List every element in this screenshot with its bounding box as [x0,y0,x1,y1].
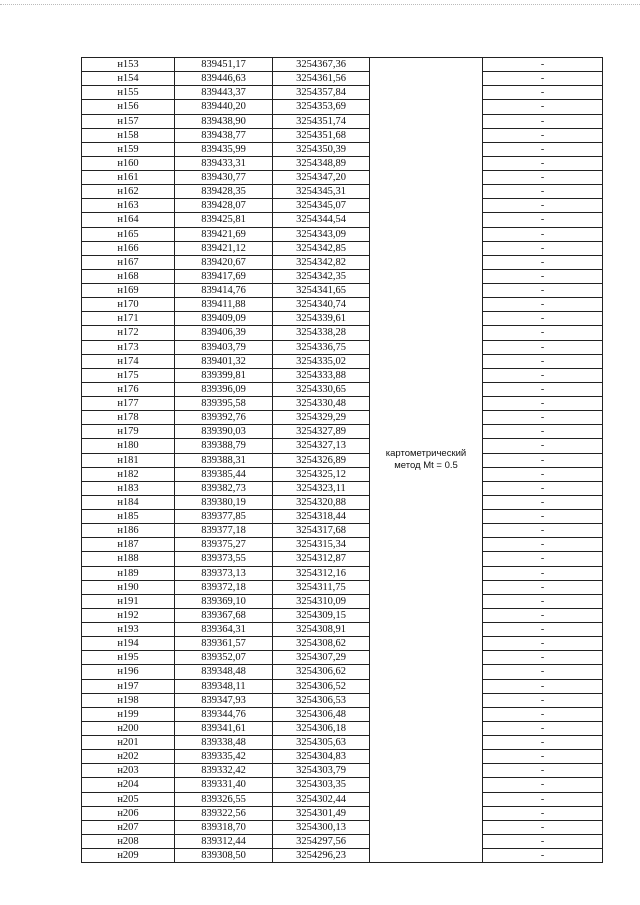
point-name-cell: н168 [82,269,175,283]
extra-cell: - [483,227,603,241]
x-coordinate-cell: 839338,48 [175,736,273,750]
extra-cell: - [483,608,603,622]
x-coordinate-cell: 839395,58 [175,397,273,411]
y-coordinate-cell: 3254339,61 [273,312,370,326]
x-coordinate-cell: 839332,42 [175,764,273,778]
table-row [82,199,603,213]
point-name-cell: н207 [82,820,175,834]
table-row [82,736,603,750]
page-top-rule [0,4,640,6]
x-coordinate-cell: 839335,42 [175,750,273,764]
y-coordinate-cell: 3254345,31 [273,185,370,199]
x-coordinate-cell: 839322,56 [175,806,273,820]
point-name-cell: н206 [82,806,175,820]
table-row [82,566,603,580]
extra-cell: - [483,707,603,721]
point-name-cell: н191 [82,594,175,608]
extra-cell: - [483,382,603,396]
y-coordinate-cell: 3254351,74 [273,114,370,128]
y-coordinate-cell: 3254329,29 [273,411,370,425]
table-row [82,467,603,481]
table-row [82,100,603,114]
x-coordinate-cell: 839367,68 [175,608,273,622]
x-coordinate-cell: 839341,61 [175,721,273,735]
y-coordinate-cell: 3254344,54 [273,213,370,227]
x-coordinate-cell: 839382,73 [175,481,273,495]
x-coordinate-cell: 839409,09 [175,312,273,326]
x-coordinate-cell: 839406,39 [175,326,273,340]
table-row [82,453,603,467]
point-name-cell: н190 [82,580,175,594]
point-name-cell: н202 [82,750,175,764]
x-coordinate-cell: 839433,31 [175,156,273,170]
point-name-cell: н156 [82,100,175,114]
y-coordinate-cell: 3254367,36 [273,58,370,72]
y-coordinate-cell: 3254326,89 [273,453,370,467]
coordinates-table [81,57,603,863]
point-name-cell: н167 [82,255,175,269]
table-row [82,411,603,425]
x-coordinate-cell: 839380,19 [175,495,273,509]
extra-cell: - [483,651,603,665]
x-coordinate-cell: 839401,32 [175,354,273,368]
method-cell [370,58,483,863]
point-name-cell: н179 [82,425,175,439]
extra-cell: - [483,72,603,86]
y-coordinate-cell: 3254302,44 [273,792,370,806]
table-row [82,58,603,72]
table-row [82,538,603,552]
point-name-cell: н162 [82,185,175,199]
y-coordinate-cell: 3254342,82 [273,255,370,269]
extra-cell: - [483,792,603,806]
extra-cell: - [483,354,603,368]
y-coordinate-cell: 3254350,39 [273,142,370,156]
y-coordinate-cell: 3254304,83 [273,750,370,764]
extra-cell: - [483,778,603,792]
method-line-2: метод Mt = 0.5 [394,460,458,472]
point-name-cell: н163 [82,199,175,213]
y-coordinate-cell: 3254303,35 [273,778,370,792]
extra-cell: - [483,453,603,467]
point-name-cell: н198 [82,693,175,707]
table-row [82,834,603,848]
x-coordinate-cell: 839348,11 [175,679,273,693]
table-row [82,255,603,269]
extra-cell: - [483,849,603,863]
y-coordinate-cell: 3254306,48 [273,707,370,721]
table-row [82,820,603,834]
extra-cell: - [483,269,603,283]
point-name-cell: н169 [82,284,175,298]
x-coordinate-cell: 839326,55 [175,792,273,806]
table-row [82,651,603,665]
x-coordinate-cell: 839373,55 [175,552,273,566]
point-name-cell: н175 [82,368,175,382]
x-coordinate-cell: 839375,27 [175,538,273,552]
x-coordinate-cell: 839435,99 [175,142,273,156]
point-name-cell: н204 [82,778,175,792]
y-coordinate-cell: 3254296,23 [273,849,370,863]
extra-cell: - [483,580,603,594]
point-name-cell: н180 [82,439,175,453]
table-row [82,368,603,382]
extra-cell: - [483,298,603,312]
table-row [82,524,603,538]
point-name-cell: н194 [82,637,175,651]
extra-cell: - [483,566,603,580]
table-row [82,128,603,142]
extra-cell: - [483,86,603,100]
point-name-cell: н181 [82,453,175,467]
point-name-cell: н157 [82,114,175,128]
y-coordinate-cell: 3254357,84 [273,86,370,100]
x-coordinate-cell: 839451,17 [175,58,273,72]
y-coordinate-cell: 3254342,85 [273,241,370,255]
x-coordinate-cell: 839373,13 [175,566,273,580]
y-coordinate-cell: 3254311,75 [273,580,370,594]
x-coordinate-cell: 839385,44 [175,467,273,481]
point-name-cell: н174 [82,354,175,368]
extra-cell: - [483,326,603,340]
table-row [82,425,603,439]
y-coordinate-cell: 3254303,79 [273,764,370,778]
point-name-cell: н155 [82,86,175,100]
point-name-cell: н209 [82,849,175,863]
y-coordinate-cell: 3254297,56 [273,834,370,848]
y-coordinate-cell: 3254306,52 [273,679,370,693]
point-name-cell: н159 [82,142,175,156]
y-coordinate-cell: 3254306,62 [273,665,370,679]
extra-cell: - [483,495,603,509]
x-coordinate-cell: 839352,07 [175,651,273,665]
extra-cell: - [483,538,603,552]
table-row [82,721,603,735]
y-coordinate-cell: 3254317,68 [273,524,370,538]
extra-cell: - [483,171,603,185]
table-row [82,792,603,806]
extra-cell: - [483,679,603,693]
point-name-cell: н208 [82,834,175,848]
x-coordinate-cell: 839438,90 [175,114,273,128]
table-row [82,580,603,594]
table-row [82,806,603,820]
point-name-cell: н154 [82,72,175,86]
point-name-cell: н199 [82,707,175,721]
point-name-cell: н161 [82,171,175,185]
y-coordinate-cell: 3254310,09 [273,594,370,608]
x-coordinate-cell: 839388,31 [175,453,273,467]
point-name-cell: н158 [82,128,175,142]
extra-cell: - [483,693,603,707]
extra-cell: - [483,185,603,199]
y-coordinate-cell: 3254327,89 [273,425,370,439]
table-row [82,679,603,693]
table-row [82,72,603,86]
point-name-cell: н176 [82,382,175,396]
y-coordinate-cell: 3254333,88 [273,368,370,382]
x-coordinate-cell: 839446,63 [175,72,273,86]
coordinates-table-body [82,58,603,863]
y-coordinate-cell: 3254327,13 [273,439,370,453]
table-row [82,510,603,524]
y-coordinate-cell: 3254330,65 [273,382,370,396]
y-coordinate-cell: 3254340,74 [273,298,370,312]
table-row [82,623,603,637]
extra-cell: - [483,128,603,142]
x-coordinate-cell: 839428,07 [175,199,273,213]
point-name-cell: н187 [82,538,175,552]
extra-cell: - [483,481,603,495]
extra-cell: - [483,255,603,269]
table-row [82,86,603,100]
y-coordinate-cell: 3254307,29 [273,651,370,665]
table-row [82,665,603,679]
table-row [82,439,603,453]
table-row [82,156,603,170]
extra-cell: - [483,241,603,255]
y-coordinate-cell: 3254320,88 [273,495,370,509]
y-coordinate-cell: 3254315,34 [273,538,370,552]
x-coordinate-cell: 839420,67 [175,255,273,269]
y-coordinate-cell: 3254325,12 [273,467,370,481]
y-coordinate-cell: 3254312,16 [273,566,370,580]
table-row [82,340,603,354]
extra-cell: - [483,750,603,764]
extra-cell: - [483,764,603,778]
point-name-cell: н166 [82,241,175,255]
table-row [82,213,603,227]
point-name-cell: н197 [82,679,175,693]
extra-cell: - [483,411,603,425]
y-coordinate-cell: 3254347,20 [273,171,370,185]
x-coordinate-cell: 839430,77 [175,171,273,185]
point-name-cell: н177 [82,397,175,411]
table-row [82,298,603,312]
table-row [82,608,603,622]
extra-cell: - [483,397,603,411]
point-name-cell: н170 [82,298,175,312]
table-row [82,382,603,396]
x-coordinate-cell: 839369,10 [175,594,273,608]
table-row [82,171,603,185]
point-name-cell: н183 [82,481,175,495]
x-coordinate-cell: 839399,81 [175,368,273,382]
table-row [82,114,603,128]
point-name-cell: н160 [82,156,175,170]
y-coordinate-cell: 3254361,56 [273,72,370,86]
x-coordinate-cell: 839438,77 [175,128,273,142]
x-coordinate-cell: 839440,20 [175,100,273,114]
y-coordinate-cell: 3254301,49 [273,806,370,820]
x-coordinate-cell: 839428,35 [175,185,273,199]
table-row [82,354,603,368]
extra-cell: - [483,114,603,128]
extra-cell: - [483,552,603,566]
table-row [82,326,603,340]
point-name-cell: н203 [82,764,175,778]
table-row [82,481,603,495]
x-coordinate-cell: 839396,09 [175,382,273,396]
y-coordinate-cell: 3254305,63 [273,736,370,750]
x-coordinate-cell: 839411,88 [175,298,273,312]
extra-cell: - [483,467,603,481]
table-row [82,637,603,651]
x-coordinate-cell: 839417,69 [175,269,273,283]
y-coordinate-cell: 3254342,35 [273,269,370,283]
y-coordinate-cell: 3254308,62 [273,637,370,651]
x-coordinate-cell: 839348,48 [175,665,273,679]
x-coordinate-cell: 839344,76 [175,707,273,721]
point-name-cell: н153 [82,58,175,72]
table-row [82,185,603,199]
table-row [82,693,603,707]
y-coordinate-cell: 3254353,69 [273,100,370,114]
extra-cell: - [483,736,603,750]
table-row [82,707,603,721]
y-coordinate-cell: 3254336,75 [273,340,370,354]
x-coordinate-cell: 839331,40 [175,778,273,792]
x-coordinate-cell: 839361,57 [175,637,273,651]
table-row [82,397,603,411]
x-coordinate-cell: 839392,76 [175,411,273,425]
y-coordinate-cell: 3254335,02 [273,354,370,368]
point-name-cell: н164 [82,213,175,227]
table-row [82,495,603,509]
y-coordinate-cell: 3254312,87 [273,552,370,566]
point-name-cell: н178 [82,411,175,425]
y-coordinate-cell: 3254341,65 [273,284,370,298]
x-coordinate-cell: 839388,79 [175,439,273,453]
table-row [82,227,603,241]
x-coordinate-cell: 839425,81 [175,213,273,227]
table-row [82,764,603,778]
point-name-cell: н200 [82,721,175,735]
x-coordinate-cell: 839372,18 [175,580,273,594]
point-name-cell: н195 [82,651,175,665]
extra-cell: - [483,665,603,679]
extra-cell: - [483,199,603,213]
x-coordinate-cell: 839347,93 [175,693,273,707]
x-coordinate-cell: 839421,12 [175,241,273,255]
extra-cell: - [483,820,603,834]
point-name-cell: н172 [82,326,175,340]
extra-cell: - [483,721,603,735]
table-row [82,849,603,863]
extra-cell: - [483,623,603,637]
point-name-cell: н201 [82,736,175,750]
point-name-cell: н193 [82,623,175,637]
point-name-cell: н192 [82,608,175,622]
extra-cell: - [483,100,603,114]
extra-cell: - [483,142,603,156]
y-coordinate-cell: 3254330,48 [273,397,370,411]
point-name-cell: н173 [82,340,175,354]
point-name-cell: н189 [82,566,175,580]
y-coordinate-cell: 3254308,91 [273,623,370,637]
y-coordinate-cell: 3254309,15 [273,608,370,622]
method-line-1: картометрический [385,448,467,460]
extra-cell: - [483,213,603,227]
point-name-cell: н184 [82,495,175,509]
table-row [82,594,603,608]
x-coordinate-cell: 839364,31 [175,623,273,637]
y-coordinate-cell: 3254343,09 [273,227,370,241]
y-coordinate-cell: 3254345,07 [273,199,370,213]
x-coordinate-cell: 839421,69 [175,227,273,241]
y-coordinate-cell: 3254338,28 [273,326,370,340]
x-coordinate-cell: 839377,18 [175,524,273,538]
y-coordinate-cell: 3254318,44 [273,510,370,524]
extra-cell: - [483,312,603,326]
point-name-cell: н205 [82,792,175,806]
x-coordinate-cell: 839390,03 [175,425,273,439]
extra-cell: - [483,637,603,651]
extra-cell: - [483,284,603,298]
x-coordinate-cell: 839308,50 [175,849,273,863]
extra-cell: - [483,156,603,170]
table-row [82,142,603,156]
table-row [82,269,603,283]
extra-cell: - [483,834,603,848]
point-name-cell: н165 [82,227,175,241]
extra-cell: - [483,524,603,538]
x-coordinate-cell: 839443,37 [175,86,273,100]
extra-cell: - [483,58,603,72]
table-row [82,312,603,326]
x-coordinate-cell: 839312,44 [175,834,273,848]
x-coordinate-cell: 839414,76 [175,284,273,298]
extra-cell: - [483,368,603,382]
y-coordinate-cell: 3254323,11 [273,481,370,495]
table-row [82,241,603,255]
extra-cell: - [483,510,603,524]
extra-cell: - [483,806,603,820]
y-coordinate-cell: 3254348,89 [273,156,370,170]
table-row [82,778,603,792]
x-coordinate-cell: 839318,70 [175,820,273,834]
point-name-cell: н196 [82,665,175,679]
y-coordinate-cell: 3254306,18 [273,721,370,735]
y-coordinate-cell: 3254306,53 [273,693,370,707]
y-coordinate-cell: 3254300,13 [273,820,370,834]
extra-cell: - [483,340,603,354]
x-coordinate-cell: 839403,79 [175,340,273,354]
extra-cell: - [483,439,603,453]
table-row [82,750,603,764]
point-name-cell: н171 [82,312,175,326]
extra-cell: - [483,594,603,608]
point-name-cell: н185 [82,510,175,524]
extra-cell: - [483,425,603,439]
point-name-cell: н182 [82,467,175,481]
table-row [82,552,603,566]
y-coordinate-cell: 3254351,68 [273,128,370,142]
table-row [82,284,603,298]
point-name-cell: н188 [82,552,175,566]
point-name-cell: н186 [82,524,175,538]
x-coordinate-cell: 839377,85 [175,510,273,524]
